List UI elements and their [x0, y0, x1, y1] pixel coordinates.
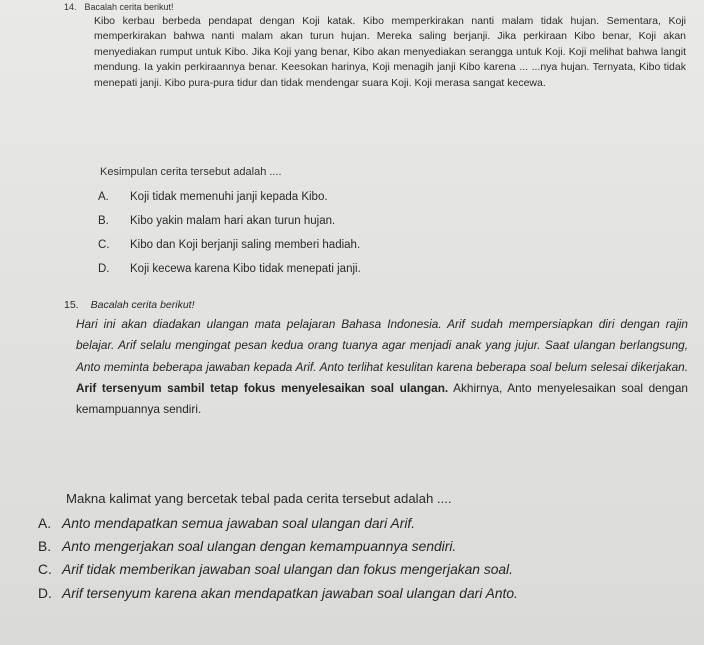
- question-15-story: [76, 314, 688, 420]
- option-letter: A.: [38, 516, 52, 531]
- question-14-options: [98, 188, 361, 284]
- question-15-options: [38, 514, 518, 607]
- option-letter: C.: [38, 562, 52, 578]
- option-d[interactable]: [98, 260, 361, 284]
- option-c[interactable]: [98, 236, 361, 260]
- story-text: Akhirnya, Anto menyelesaikan soal dengan kemampuannya sendiri.: [76, 380, 688, 417]
- question-instruction: Bacalah cerita berikut!: [84, 2, 174, 12]
- option-letter: D.: [98, 263, 110, 275]
- option-text: Arif tidak memberikan jawaban soal ulangan dan fokus mengerjakan soal.: [62, 562, 513, 578]
- option-text: Anto mendapatkan semua jawaban soal ulangan dari Arif.: [62, 516, 416, 531]
- option-text: Kibo yakin malam hari akan turun hujan.: [130, 215, 336, 227]
- story-text: Hari ini akan diadakan ulangan mata pelajaran Bahasa Indonesia. Arif sudah mempersiapkan diri dengan rajin belajar. Arif selalu mengingat pesan kedua orang tuanya agar menjadi anak yang jujur. Saat ulangan berlangsung, Anto meminta beberapa jawaban kepada Arif. Anto terlihat kesulitan karena beberapa soal belum selesai dikerjakan.: [76, 317, 688, 374]
- option-d[interactable]: [38, 584, 518, 607]
- option-b[interactable]: [98, 212, 361, 236]
- option-letter: B.: [98, 215, 109, 227]
- option-text: Koji kecewa karena Kibo tidak menepati janji.: [130, 263, 361, 275]
- option-text: Anto mengerjakan soal ulangan dengan kemampuannya sendiri.: [62, 539, 457, 555]
- option-text: Kibo dan Koji berjanji saling memberi hadiah.: [130, 239, 361, 251]
- question-14-heading: [64, 2, 174, 12]
- question-instruction: Bacalah cerita berikut!: [90, 299, 195, 311]
- option-b[interactable]: [38, 537, 518, 560]
- option-a[interactable]: [38, 514, 518, 537]
- option-text: Koji tidak memenuhi janji kepada Kibo.: [130, 191, 328, 203]
- option-letter: D.: [38, 585, 52, 601]
- question-15-heading: [64, 299, 195, 311]
- question-14-story: Kibo kerbau berbeda pendapat dengan Koji katak. Kibo memperkirakan nanti malam tidak hujan. Sementara, Koji memperkirakan bahwa nanti malam akan turun hujan. Mereka saling berjanji. Jika perkiraan Kibo benar, Koji akan menyediakan rumput untuk Kibo. Jika Koji yang benar, Kibo akan menyediakan serangga untuk Koji. Koji melihat bahwa langit mendung. Ia yakin perkiraannya benar. Keesokan harinya, Koji menagih janji Kibo karena ... ...nya hujan. Ternyata, Kibo tidak menepati janji. Kibo pura-pura tidur dan tidak mendengar suara Koji. Koji merasa sangat kecewa.: [94, 15, 686, 89]
- question-14-prompt: Kesimpulan cerita tersebut adalah ....: [100, 166, 282, 178]
- question-number: 14.: [64, 2, 77, 12]
- question-15-prompt: Makna kalimat yang bercetak tebal pada cerita tersebut adalah ....: [66, 491, 452, 506]
- option-text: Arif tersenyum karena akan mendapatkan jawaban soal ulangan dari Anto.: [62, 585, 518, 601]
- bold-sentence: Arif tersenyum sambil tetap fokus menyelesaikan soal ulangan.: [76, 380, 449, 395]
- option-letter: C.: [98, 239, 110, 251]
- option-a[interactable]: [98, 188, 361, 212]
- option-letter: B.: [38, 539, 52, 555]
- option-letter: A.: [98, 191, 109, 203]
- option-c[interactable]: [38, 560, 518, 583]
- question-number: 15.: [64, 299, 79, 311]
